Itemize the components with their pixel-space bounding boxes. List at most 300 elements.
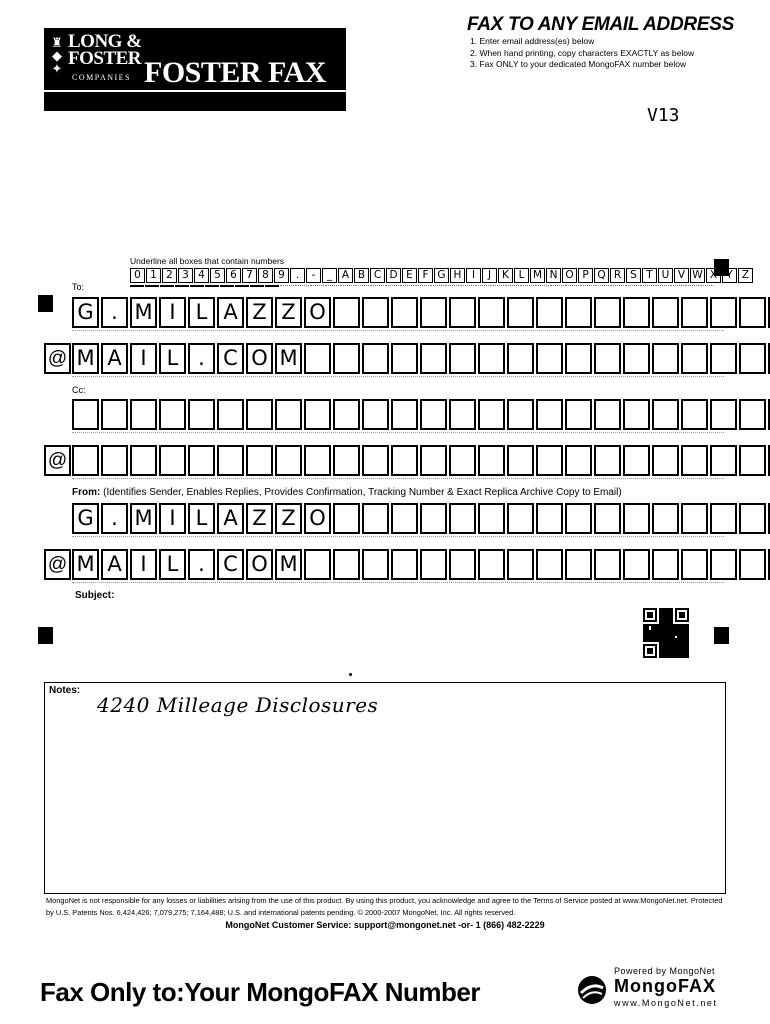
char-box-value	[480, 505, 503, 532]
guide-underline	[400, 285, 414, 286]
guide-char: Y	[722, 268, 737, 283]
char-box[interactable]	[333, 549, 360, 580]
to-domain-dotted-guide	[72, 376, 724, 377]
char-box-value	[712, 299, 735, 326]
logo-line-1: LONG &	[68, 31, 142, 52]
char-box[interactable]	[275, 399, 302, 430]
logo-companies: COMPANIES	[72, 73, 131, 82]
char-box-value	[509, 447, 532, 474]
guide-underline	[130, 285, 144, 287]
char-box[interactable]	[333, 445, 360, 476]
char-box[interactable]	[739, 399, 766, 430]
char-box[interactable]	[246, 503, 273, 534]
char-box[interactable]	[72, 297, 99, 328]
char-box-value: L	[195, 300, 208, 324]
char-box-value	[567, 447, 590, 474]
char-box[interactable]	[246, 343, 273, 374]
char-box-value	[364, 299, 387, 326]
char-box[interactable]	[72, 503, 99, 534]
char-box[interactable]	[478, 445, 505, 476]
char-box-value	[538, 299, 561, 326]
legal-disclaimer: MongoNet is not responsible for any losses or liabilities arising from the use of this product. By using this product, you acknowledge and agree to the Terms of Service posted at www.MongoNet.net. Protected by U.S. Patents Nos. 6,424,426; 7,079,275; 7,164,488; U.S. and international patents pending. © 2000-2007 MongoNet, Inc. All rights reserved.	[46, 896, 723, 917]
char-box[interactable]	[391, 399, 418, 430]
char-box[interactable]	[362, 399, 389, 430]
char-box[interactable]	[188, 503, 215, 534]
character-guide-hint: Underline all boxes that contain numbers	[130, 256, 285, 266]
char-box-value	[132, 401, 155, 428]
char-box[interactable]	[391, 445, 418, 476]
char-box[interactable]	[507, 297, 534, 328]
char-box-value	[306, 345, 329, 372]
guide-underline	[580, 285, 594, 286]
char-box[interactable]	[217, 297, 244, 328]
guide-char: Q	[594, 268, 609, 283]
guide-underline	[310, 285, 324, 286]
char-box[interactable]	[449, 445, 476, 476]
char-box[interactable]	[246, 445, 273, 476]
char-box[interactable]	[333, 503, 360, 534]
guide-char: 7	[242, 268, 257, 283]
char-box[interactable]	[420, 503, 447, 534]
char-box-value	[277, 401, 300, 428]
char-box-value	[712, 505, 735, 532]
char-box-value	[741, 447, 764, 474]
char-box[interactable]	[652, 297, 679, 328]
char-box[interactable]	[72, 549, 99, 580]
guide-char: K	[498, 268, 513, 283]
notes-area[interactable]	[44, 682, 726, 894]
number-underline-guide	[130, 285, 715, 287]
guide-char: R	[610, 268, 625, 283]
char-box[interactable]	[594, 445, 621, 476]
char-box-value: A	[223, 300, 238, 324]
char-box-value	[190, 447, 213, 474]
char-box[interactable]	[594, 297, 621, 328]
char-box-value: O	[309, 300, 326, 324]
cc-domain-boxes[interactable]	[72, 445, 770, 476]
char-box[interactable]	[101, 445, 128, 476]
alignment-dot	[349, 673, 352, 676]
form-version: V13	[647, 105, 680, 126]
guide-underline	[505, 285, 519, 286]
qr-code-icon	[643, 608, 689, 658]
cc-dotted-guide	[72, 432, 724, 433]
char-box[interactable]	[217, 445, 244, 476]
char-box[interactable]	[217, 503, 244, 534]
char-box-value	[625, 401, 648, 428]
char-box[interactable]	[333, 297, 360, 328]
guide-underline	[445, 285, 459, 286]
char-box[interactable]	[246, 399, 273, 430]
char-box[interactable]	[362, 343, 389, 374]
char-box[interactable]	[362, 445, 389, 476]
char-box[interactable]	[188, 399, 215, 430]
char-box-value	[248, 447, 271, 474]
character-guide	[130, 268, 754, 283]
char-box[interactable]	[275, 445, 302, 476]
char-box[interactable]	[420, 549, 447, 580]
cc-label: Cc:	[72, 385, 86, 395]
char-box-value	[654, 345, 677, 372]
guide-char: 9	[274, 268, 289, 283]
char-box-value	[654, 505, 677, 532]
char-box[interactable]	[217, 549, 244, 580]
char-box[interactable]	[159, 503, 186, 534]
char-box-value	[451, 551, 474, 578]
char-box[interactable]	[304, 549, 331, 580]
char-box-value	[335, 447, 358, 474]
char-box[interactable]	[101, 549, 128, 580]
char-box[interactable]	[188, 549, 215, 580]
char-box[interactable]	[623, 399, 650, 430]
from-local-boxes[interactable]	[72, 503, 770, 534]
char-box[interactable]	[159, 297, 186, 328]
char-box[interactable]	[681, 297, 708, 328]
char-box-value	[567, 345, 590, 372]
char-box-value	[364, 505, 387, 532]
char-box[interactable]	[652, 343, 679, 374]
char-box-value: I	[140, 346, 147, 370]
char-box-value	[364, 401, 387, 428]
char-box[interactable]	[101, 343, 128, 374]
char-box-value	[422, 447, 445, 474]
char-box[interactable]	[333, 399, 360, 430]
char-box[interactable]	[536, 549, 563, 580]
char-box[interactable]	[304, 445, 331, 476]
char-box[interactable]	[449, 297, 476, 328]
char-box-value	[306, 551, 329, 578]
char-box-value: O	[309, 506, 326, 530]
char-box[interactable]	[594, 399, 621, 430]
cc-domain-dotted-guide	[72, 478, 724, 479]
char-box[interactable]	[681, 549, 708, 580]
char-box[interactable]	[420, 445, 447, 476]
to-domain-boxes[interactable]	[72, 343, 770, 374]
char-box[interactable]	[275, 343, 302, 374]
guide-underline	[220, 285, 234, 287]
guide-underline	[475, 285, 489, 286]
guide-char: 1	[146, 268, 161, 283]
char-box-value: O	[251, 346, 268, 370]
logo-company-name	[68, 33, 142, 67]
char-box[interactable]	[130, 549, 157, 580]
char-box-value: .	[111, 300, 118, 324]
from-domain-dotted-guide	[72, 582, 724, 583]
char-box[interactable]	[681, 343, 708, 374]
char-box-value	[683, 551, 706, 578]
char-box[interactable]	[536, 297, 563, 328]
char-box[interactable]	[478, 503, 505, 534]
guide-char: C	[370, 268, 385, 283]
char-box-value: M	[76, 346, 95, 370]
char-box[interactable]	[159, 343, 186, 374]
char-box-value	[306, 447, 329, 474]
char-box[interactable]	[710, 549, 737, 580]
char-box[interactable]	[72, 445, 99, 476]
char-box[interactable]	[507, 549, 534, 580]
char-box-value	[596, 345, 619, 372]
char-box[interactable]	[478, 297, 505, 328]
char-box[interactable]	[536, 343, 563, 374]
cc-at-symbol: @	[44, 445, 71, 476]
guide-underline	[640, 285, 654, 286]
char-box-value	[335, 299, 358, 326]
char-box[interactable]	[130, 297, 157, 328]
to-at-symbol: @	[44, 343, 71, 374]
guide-char: J	[482, 268, 497, 283]
char-box[interactable]	[130, 445, 157, 476]
long-foster-logo	[44, 28, 346, 111]
guide-underline	[655, 285, 669, 286]
guide-underline	[610, 285, 624, 286]
guide-char: I	[466, 268, 481, 283]
mongonet-logo-icon	[576, 974, 608, 1006]
char-box-value	[335, 401, 358, 428]
char-box[interactable]	[565, 503, 592, 534]
char-box[interactable]	[478, 549, 505, 580]
char-box-value	[654, 401, 677, 428]
char-box[interactable]	[710, 297, 737, 328]
char-box[interactable]	[101, 399, 128, 430]
guide-char: 8	[258, 268, 273, 283]
char-box[interactable]	[217, 399, 244, 430]
char-box[interactable]	[478, 343, 505, 374]
char-box[interactable]	[623, 549, 650, 580]
char-box[interactable]	[739, 445, 766, 476]
char-box[interactable]	[159, 399, 186, 430]
char-box-value	[538, 401, 561, 428]
guide-underline	[205, 285, 219, 287]
char-box-value: M	[279, 346, 298, 370]
to-dotted-guide	[72, 330, 724, 331]
char-box[interactable]	[739, 343, 766, 374]
guide-char: O	[562, 268, 577, 283]
char-box[interactable]	[391, 503, 418, 534]
char-box[interactable]	[304, 399, 331, 430]
char-box[interactable]	[507, 445, 534, 476]
char-box-value: C	[223, 552, 238, 576]
char-box[interactable]	[652, 549, 679, 580]
char-box-value	[364, 551, 387, 578]
guide-underline	[490, 285, 504, 286]
char-box-value	[741, 551, 764, 578]
char-box[interactable]	[478, 399, 505, 430]
char-box[interactable]	[275, 297, 302, 328]
char-box[interactable]	[72, 343, 99, 374]
powered-by-text: Powered by MongoNet	[614, 966, 716, 976]
char-box-value	[219, 401, 242, 428]
char-box[interactable]	[420, 399, 447, 430]
char-box[interactable]	[565, 399, 592, 430]
char-box[interactable]	[188, 297, 215, 328]
char-box-value: I	[169, 506, 176, 530]
char-box-value	[393, 551, 416, 578]
char-box[interactable]	[101, 503, 128, 534]
char-box[interactable]	[710, 343, 737, 374]
char-box[interactable]	[681, 399, 708, 430]
char-box[interactable]	[565, 343, 592, 374]
char-box-value: .	[198, 552, 205, 576]
char-box[interactable]	[420, 297, 447, 328]
char-box-value	[161, 447, 184, 474]
char-box[interactable]	[565, 549, 592, 580]
char-box[interactable]	[159, 549, 186, 580]
char-box[interactable]	[304, 297, 331, 328]
guide-underline	[235, 285, 249, 287]
char-box-value	[393, 345, 416, 372]
char-box[interactable]	[130, 399, 157, 430]
char-box-value	[393, 447, 416, 474]
char-box-value	[596, 401, 619, 428]
guide-char: 3	[178, 268, 193, 283]
guide-char: M	[530, 268, 545, 283]
guide-char: V	[674, 268, 689, 283]
char-box[interactable]	[565, 297, 592, 328]
char-box[interactable]	[304, 343, 331, 374]
char-box[interactable]	[623, 297, 650, 328]
guide-underline	[250, 285, 264, 287]
crest-icon: ♜ ◆ ✦	[51, 35, 63, 76]
char-box[interactable]	[507, 399, 534, 430]
char-box[interactable]	[217, 343, 244, 374]
char-box[interactable]	[739, 549, 766, 580]
guide-underline	[700, 285, 714, 286]
char-box-value	[625, 299, 648, 326]
char-box[interactable]	[130, 343, 157, 374]
char-box-value	[538, 447, 561, 474]
char-box[interactable]	[362, 297, 389, 328]
char-box[interactable]	[507, 343, 534, 374]
char-box[interactable]	[449, 549, 476, 580]
customer-service-line: MongoNet Customer Service: support@mongonet.net -or- 1 (866) 482-2229	[225, 920, 545, 930]
char-box-value: Z	[281, 300, 296, 324]
guide-char: T	[642, 268, 657, 283]
char-box[interactable]	[594, 503, 621, 534]
char-box[interactable]	[565, 445, 592, 476]
cc-local-boxes[interactable]	[72, 399, 770, 430]
char-box-value	[74, 401, 97, 428]
char-box-value	[277, 447, 300, 474]
guide-char: _	[322, 268, 337, 283]
char-box-value	[219, 447, 242, 474]
guide-underline	[670, 285, 684, 286]
char-box[interactable]	[275, 503, 302, 534]
char-box-value	[625, 447, 648, 474]
guide-underline	[325, 285, 339, 286]
char-box[interactable]	[536, 503, 563, 534]
instruction-3: 3. Fax ONLY to your dedicated MongoFAX number below	[470, 59, 687, 69]
char-box[interactable]	[710, 445, 737, 476]
char-box[interactable]	[652, 399, 679, 430]
char-box[interactable]	[536, 445, 563, 476]
char-box[interactable]	[681, 445, 708, 476]
char-box-value	[683, 345, 706, 372]
guide-underline	[340, 285, 354, 286]
char-box[interactable]	[594, 549, 621, 580]
char-box[interactable]	[507, 503, 534, 534]
char-box[interactable]	[362, 549, 389, 580]
char-box-value	[509, 551, 532, 578]
char-box[interactable]	[623, 445, 650, 476]
char-box[interactable]	[275, 549, 302, 580]
char-box[interactable]	[652, 503, 679, 534]
char-box[interactable]	[304, 503, 331, 534]
char-box-value	[335, 551, 358, 578]
char-box[interactable]	[72, 399, 99, 430]
char-box[interactable]	[710, 399, 737, 430]
to-local-boxes[interactable]	[72, 297, 770, 328]
char-box[interactable]	[101, 297, 128, 328]
char-box-value: A	[107, 346, 122, 370]
char-box[interactable]	[536, 399, 563, 430]
char-box[interactable]	[130, 503, 157, 534]
char-box-value	[509, 345, 532, 372]
char-box-value: O	[251, 552, 268, 576]
char-box[interactable]	[681, 503, 708, 534]
guide-char: P	[578, 268, 593, 283]
char-box[interactable]	[449, 399, 476, 430]
char-box[interactable]	[420, 343, 447, 374]
guide-underline	[430, 285, 444, 286]
char-box[interactable]	[246, 549, 273, 580]
char-box[interactable]	[391, 343, 418, 374]
guide-char: F	[418, 268, 433, 283]
char-box[interactable]	[623, 503, 650, 534]
char-box-value	[567, 551, 590, 578]
from-note: (Identifies Sender, Enables Replies, Provides Confirmation, Tracking Number & Exact Replica Archive Copy to Email)	[103, 487, 622, 498]
char-box[interactable]	[333, 343, 360, 374]
char-box-value	[422, 401, 445, 428]
char-box-value	[480, 299, 503, 326]
char-box-value: M	[76, 552, 95, 576]
char-box-value	[451, 345, 474, 372]
guide-underline	[595, 285, 609, 286]
guide-char: W	[690, 268, 705, 283]
guide-char: 6	[226, 268, 241, 283]
char-box[interactable]	[188, 445, 215, 476]
char-box-value	[393, 299, 416, 326]
guide-char: D	[386, 268, 401, 283]
char-box[interactable]	[710, 503, 737, 534]
char-box[interactable]	[623, 343, 650, 374]
fax-only-to-heading: Fax Only to:Your MongoFAX Number	[40, 977, 480, 1007]
char-box[interactable]	[159, 445, 186, 476]
char-box[interactable]	[362, 503, 389, 534]
char-box[interactable]	[391, 549, 418, 580]
guide-underline	[190, 285, 204, 287]
char-box[interactable]	[449, 503, 476, 534]
char-box[interactable]	[246, 297, 273, 328]
char-box[interactable]	[739, 503, 766, 534]
instruction-2: 2. When hand printing, copy characters EXACTLY as below	[470, 47, 695, 58]
char-box-value	[364, 345, 387, 372]
char-box-value: .	[111, 506, 118, 530]
registration-marker-top-left	[38, 295, 53, 312]
char-box[interactable]	[391, 297, 418, 328]
char-box[interactable]	[739, 297, 766, 328]
char-box-value: G	[77, 506, 94, 530]
instruction-1: 1. Enter email address(es) below	[470, 36, 595, 46]
char-box-value	[625, 551, 648, 578]
char-box[interactable]	[594, 343, 621, 374]
char-box[interactable]	[652, 445, 679, 476]
char-box[interactable]	[449, 343, 476, 374]
from-domain-boxes[interactable]	[72, 549, 770, 580]
char-box[interactable]	[188, 343, 215, 374]
guide-underline	[460, 285, 474, 286]
char-box-value	[161, 401, 184, 428]
guide-underline	[265, 285, 279, 287]
